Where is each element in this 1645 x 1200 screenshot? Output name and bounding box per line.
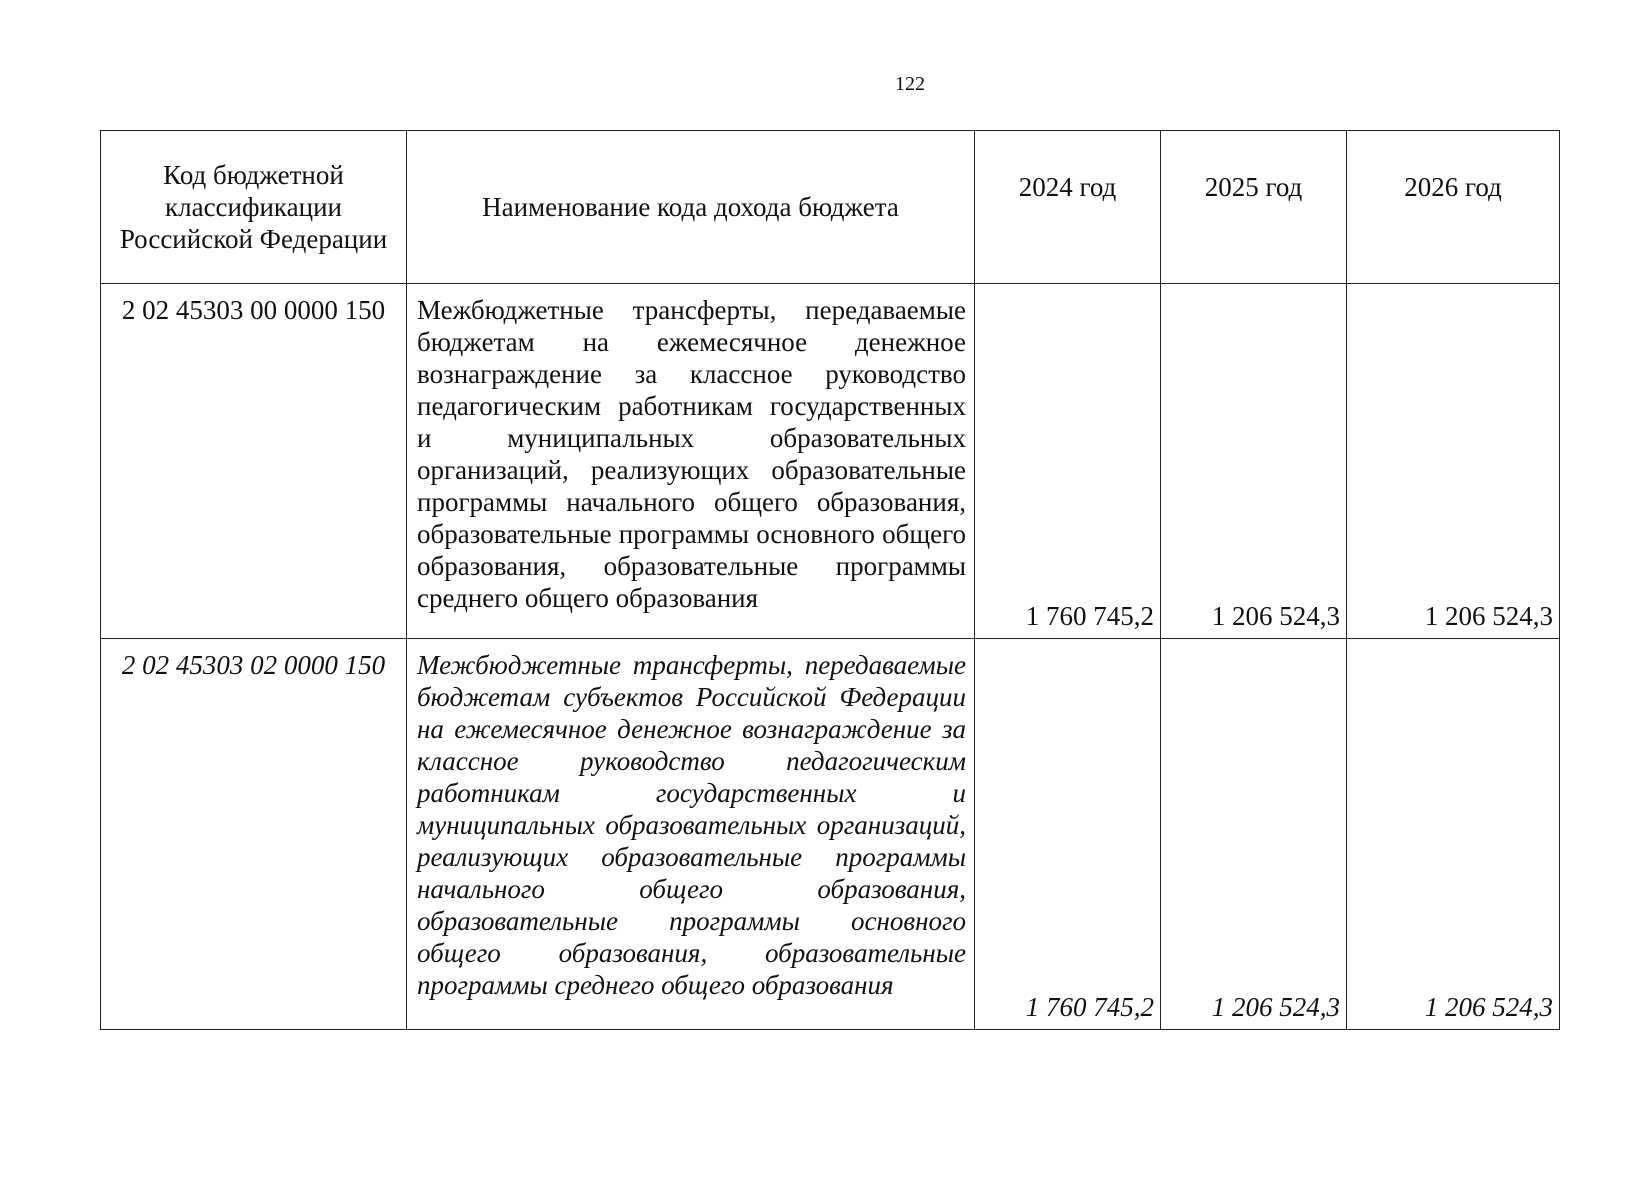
budget-income-table — [100, 130, 1560, 1030]
amount-2025-cell: 1 206 524,3 — [1161, 284, 1347, 639]
page-number: 122 — [895, 73, 925, 95]
table-row — [101, 639, 1560, 1030]
amount-2025-cell: 1 206 524,3 — [1161, 639, 1347, 1030]
header-income-name: Наименование кода дохода бюджета — [407, 131, 975, 284]
income-name-cell: Межбюджетные трансферты, передаваемые бюджетам на ежемесячное денежное вознаграждение за классное руководство педагогическим работникам государственных и муниципальных образовательных организаций, реализующих образовательные программы начального общего образования, образовательные программы основного общего образования, образовательные программы среднего общего образования — [407, 284, 975, 639]
amount-2026-cell: 1 206 524,3 — [1347, 284, 1560, 639]
budget-code-cell: 2 02 45303 02 0000 150 — [101, 639, 407, 1030]
header-year-2026: 2026 год — [1347, 131, 1560, 284]
budget-code-cell: 2 02 45303 00 0000 150 — [101, 284, 407, 639]
amount-2024-cell: 1 760 745,2 — [975, 639, 1161, 1030]
table-header-row — [101, 131, 1560, 284]
amount-2026-cell: 1 206 524,3 — [1347, 639, 1560, 1030]
header-budget-code: Код бюджетной классификации Российской Федерации — [101, 131, 407, 284]
amount-2024-cell: 1 760 745,2 — [975, 284, 1161, 639]
header-year-2024: 2024 год — [975, 131, 1161, 284]
table-row — [101, 284, 1560, 639]
header-year-2025: 2025 год — [1161, 131, 1347, 284]
income-name-cell: Межбюджетные трансферты, передаваемые бюджетам субъектов Российской Федерации на ежемесячное денежное вознаграждение за классное руководство педагогическим работникам государственных и муниципальных образовательных организаций, реализующих образовательные программы начального общего образования, образовательные программы основного общего образования, образовательные программы среднего общего образования — [407, 639, 975, 1030]
